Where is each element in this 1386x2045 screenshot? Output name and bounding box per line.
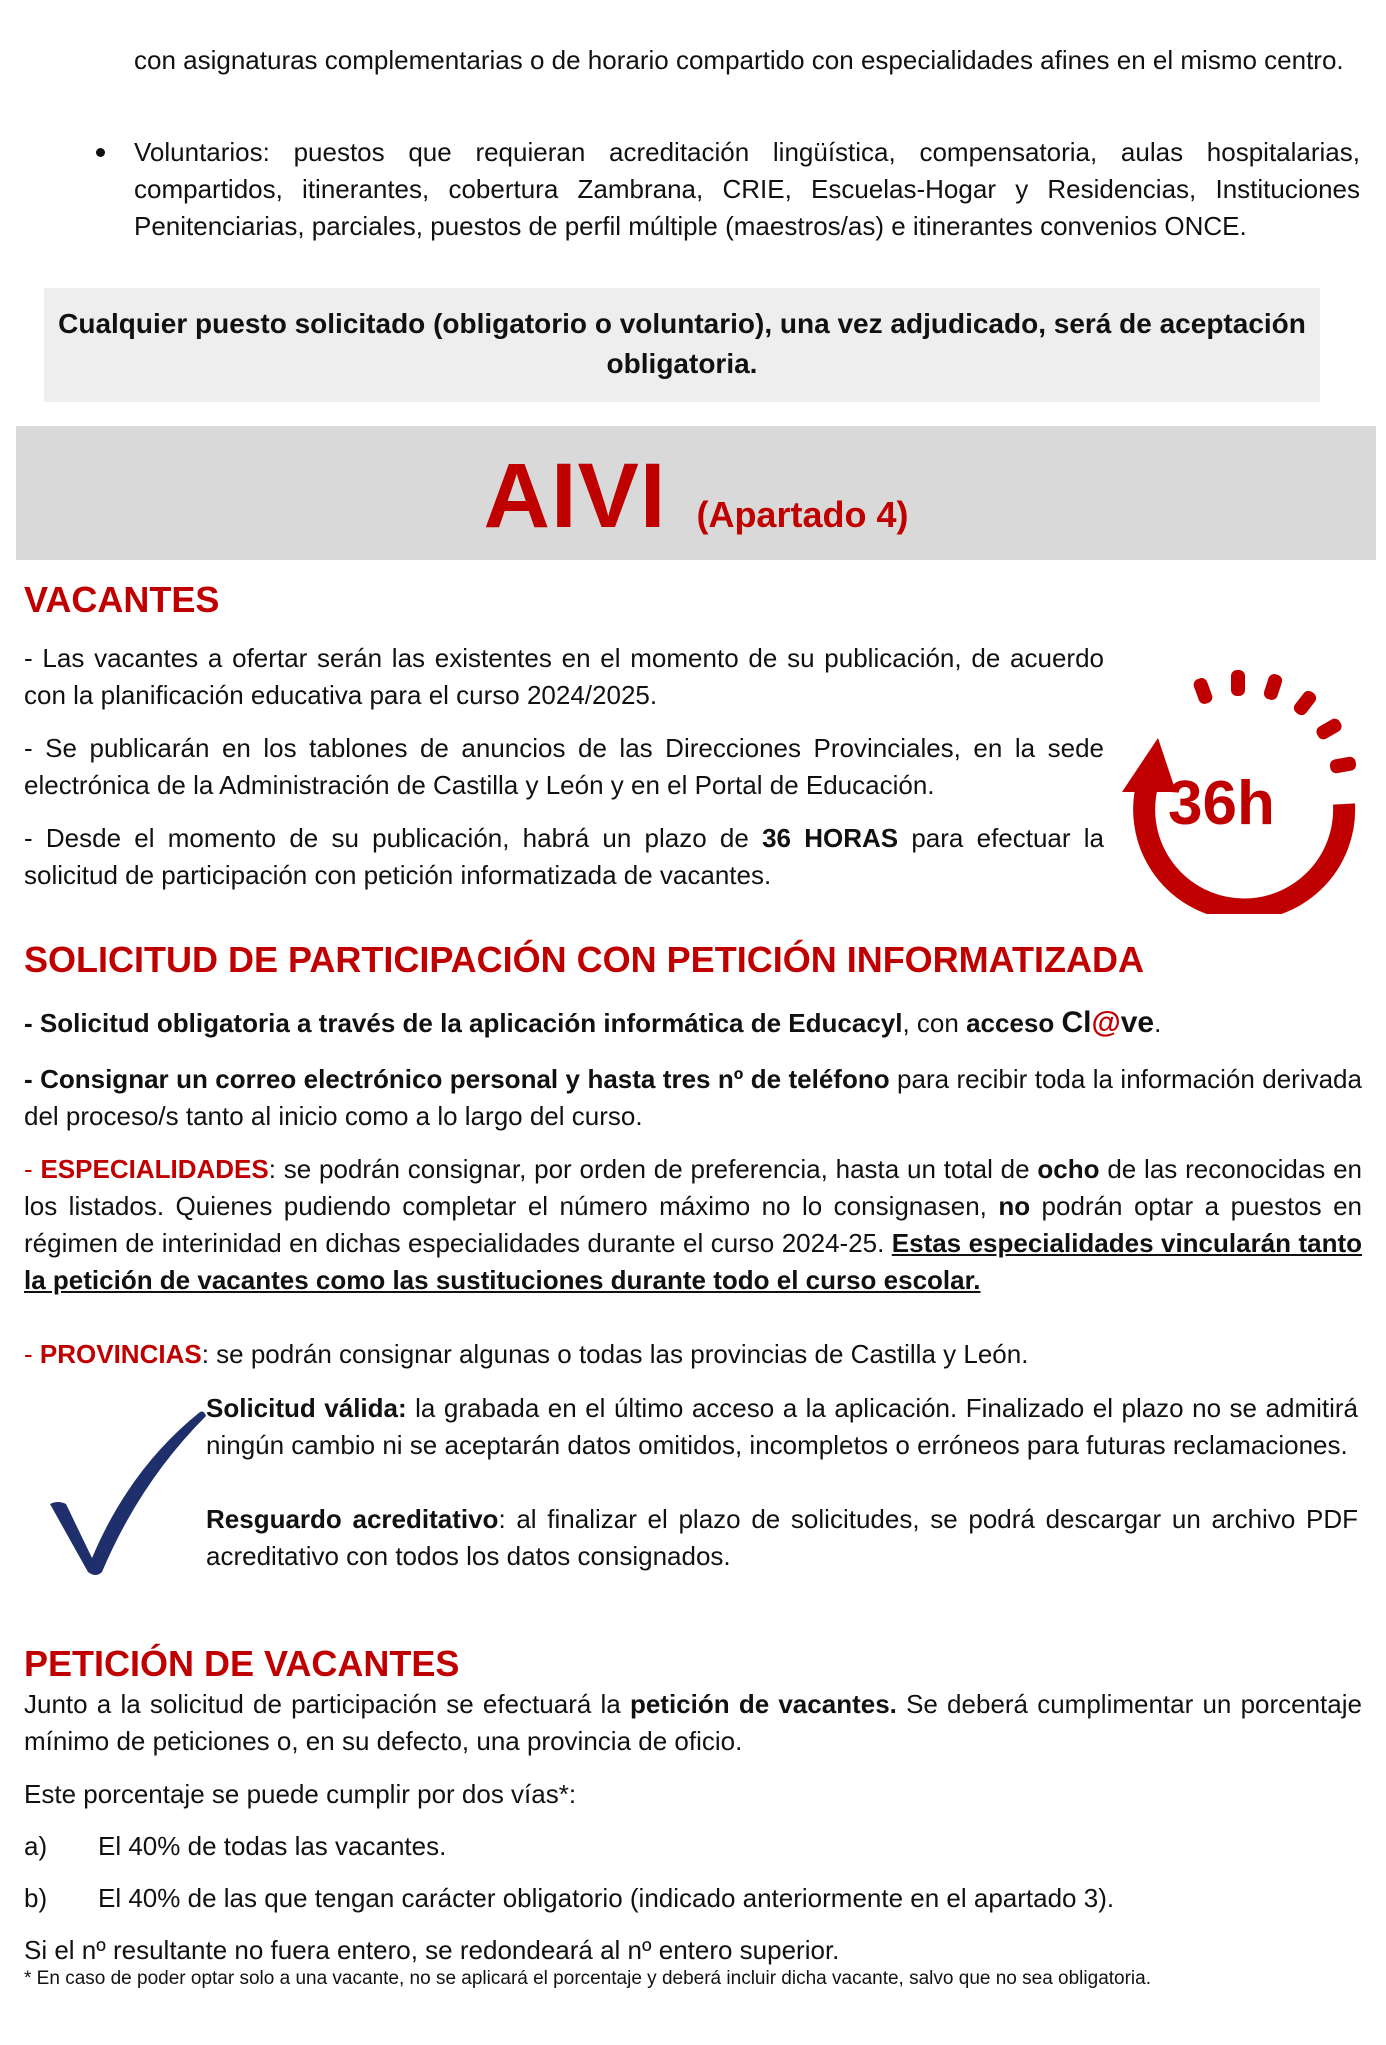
especialidades-label: ESPECIALIDADES [40,1154,269,1184]
clave-logo: Cl@ve [1061,1006,1155,1039]
solicitud-line-1: - Solicitud obligatoria a través de la aplicación informática de Educacyl, con acceso Cl@ve. [24,1006,1162,1039]
obligatory-acceptance-note [44,288,1320,402]
peticion-paragraph-2: Este porcentaje se puede cumplir por dos vías*: [24,1779,577,1809]
clock-36h-icon [1108,664,1368,914]
solicitud-line-2: - Consignar un correo electrónico personal y hasta tres nº de teléfono para recibir toda la información derivada del proceso/s tanto al inicio como a lo largo del curso. [24,1064,1362,1131]
resguardo-label: Resguardo acreditativo [206,1504,499,1534]
list-item-a-label: a) [24,1831,48,1861]
heading-peticion: PETICIÓN DE VACANTES [24,1643,460,1684]
solicitud-valida-label: Solicitud válida: [206,1393,407,1423]
heading-solicitud: SOLICITUD DE PARTICIPACIÓN CON PETICIÓN INFORMATIZADA [24,939,1144,980]
especialidades-paragraph: - ESPECIALIDADES: se podrán consignar, por orden de preferencia, hasta un total de ocho de las reconocidas en los listados. Quienes pudiendo completar el número máximo no lo consignasen, no podrán optar a puestos en régimen de interinidad en dichas especialidades durante el curso 2024-25. Estas especialidades vincularán tanto la petición de vacantes como las sustituciones durante todo el curso escolar. [24,1154,1362,1295]
especialidades-underlined-note: Estas especialidades vincularán tanto la petición de vacantes como las sustituciones durante todo el curso escolar. [24,1228,1362,1295]
resguardo-paragraph: Resguardo acreditativo: al finalizar el plazo de solicitudes, se podrá descargar un archivo PDF acreditativo con todos los datos consignados. [206,1504,1358,1571]
list-item-a-text: El 40% de todas las vacantes. [98,1831,447,1861]
banner-subtitle: (Apartado 4) [696,494,909,535]
bullet-dot-icon [96,148,105,157]
plazo-36-horas: 36 HORAS [762,823,899,853]
clock-label: 36h [1168,769,1275,838]
peticion-paragraph-3: Si el nº resultante no fuera entero, se redondeará al nº entero superior. [24,1935,840,1965]
note-text: Cualquier puesto solicitado (obligatorio o voluntario), una vez adjudicado, será de aceptación obligatoria. [58,308,1306,379]
banner-title: AIVI [483,445,667,547]
provincias-paragraph: - PROVINCIAS: se podrán consignar algunas o todas las provincias de Castilla y León. [24,1339,1029,1369]
peticion-paragraph-1: Junto a la solicitud de participación se efectuará la petición de vacantes. Se deberá cumplimentar un porcentaje mínimo de peticiones o, en su defecto, una provincia de oficio. [24,1689,1362,1756]
voluntarios-text: Voluntarios: puestos que requieran acreditación lingüística, compensatoria, aulas hospitalarias, compartidos, itinerantes, cobertura Zambrana, CRIE, Escuelas-Hogar y Residencias, Instituciones Penitenciarias, parciales, puestos de perfil múltiple (maestros/as) e itinerantes convenios ONCE. [134,137,1360,241]
continuation-text: con asignaturas complementarias o de horario compartido con especialidades afines en el mismo centro. [134,45,1344,75]
vacantes-paragraph-2: - Se publicarán en los tablones de anuncios de las Direcciones Provinciales, en la sede electrónica de la Administración de Castilla y León y en el Portal de Educación. [24,733,1104,800]
provincias-label: PROVINCIAS [39,1339,202,1369]
list-item-b-label: b) [24,1883,48,1913]
section-banner [16,426,1376,560]
solicitud-valida-paragraph: Solicitud válida: la grabada en el último acceso a la aplicación. Finalizado el plazo no se admitirá ningún cambio ni se aceptarán datos omitidos, incompletos o erróneos para futuras reclamaciones. [206,1393,1358,1460]
list-item-b-text: El 40% de las que tengan carácter obligatorio (indicado anteriormente en el apartado 3). [98,1883,1115,1913]
heading-vacantes: VACANTES [24,579,220,620]
checkmark-icon [40,1408,210,1578]
vacantes-paragraph-1: - Las vacantes a ofertar serán las existentes en el momento de su publicación, de acuerdo con la planificación educativa para el curso 2024/2025. [24,643,1104,710]
footnote: * En caso de poder optar solo a una vacante, no se aplicará el porcentaje y deberá incluir dicha vacante, salvo que no sea obligatoria. [24,1968,1152,1989]
vacantes-paragraph-3: - Desde el momento de su publicación, habrá un plazo de 36 HORAS para efectuar la solicitud de participación con petición informatizada de vacantes. [24,823,1105,890]
